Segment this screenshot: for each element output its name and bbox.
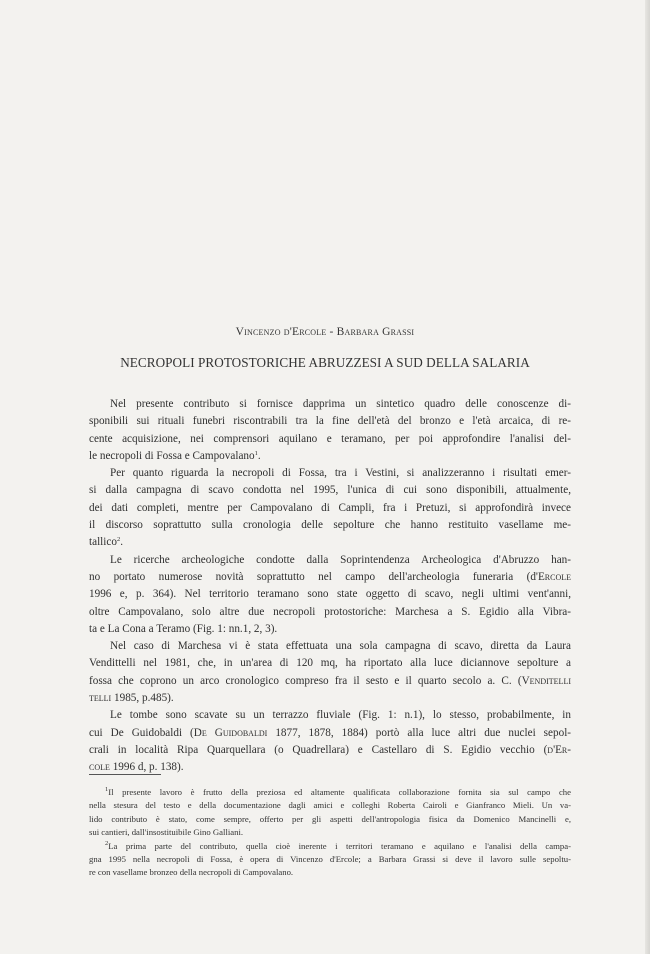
author-citation: De Guidobaldi bbox=[193, 726, 268, 739]
body-line: ta e La Cona a Teramo (Fig. 1: nn.1, 2, 3). bbox=[89, 622, 278, 635]
author-citation: cole bbox=[89, 761, 110, 774]
footnote-ref: 2 bbox=[116, 536, 121, 544]
body-line: telli 1985, p.485). bbox=[89, 692, 174, 705]
body-line: 1996 e, p. 364). Nel territorio teramano sono state oggetto di scavo, negli ultimi vent'anni, bbox=[89, 588, 571, 601]
footnote-line: $^1$Il presente lavoro è frutto della preziosa ed altamente qualificata collaborazione fornita sia sul campo che bbox=[105, 786, 571, 797]
author-citation: Venditelli bbox=[521, 674, 571, 687]
article-title: NECROPOLI PROTOSTORICHE ABRUZZESI A SUD DELLA SALARIA bbox=[120, 355, 530, 370]
body-line: si dalla campagna di scavo condotta nel 1995, l'unica di cui sono disponibili, attualmente, bbox=[89, 484, 571, 497]
author-citation: telli bbox=[89, 692, 112, 705]
footnote-ref: 1 bbox=[254, 449, 258, 457]
body-line: oltre Campovalano, solo altre due necropoli protostoriche: Marchesa a S. Egidio alla Vibra- bbox=[89, 605, 571, 618]
body-line: tallico$^2$. bbox=[89, 536, 124, 549]
footnote-line: gna 1995 nella necropoli di Fossa, è opera di Vincenzo d'Ercole; a Barbara Grassi si deve il lavoro sulle sepoltu- bbox=[89, 853, 571, 864]
footnote-line: sui cantieri, dall'insostituibile Gino Galliani. bbox=[89, 827, 244, 838]
body-line: Le ricerche archeologiche condotte dalla Soprintendenza Archeologica d'Abruzzo han- bbox=[110, 553, 571, 566]
body-line: Le tombe sono scavate su un terrazzo fluviale (Fig. 1: n.1), lo stesso, probabilmente, in bbox=[110, 709, 571, 722]
body-line: cole 1996 d, p. 138). bbox=[89, 761, 184, 774]
body-line: fossa che coprono un arco cronologico compreso fra il sesto e il quarto secolo a. C. (Venditelli bbox=[89, 674, 571, 687]
footnote-number: 1 bbox=[105, 786, 109, 793]
body-line: no portato numerose novità soprattutto nel campo dell'archeologia funeraria (d'Ercole bbox=[89, 570, 571, 583]
body-line: Nel presente contributo si fornisce dapprima un sintetico quadro delle conoscenze di- bbox=[110, 398, 571, 410]
authors: Vincenzo d'Ercole - Barbara Grassi bbox=[235, 326, 415, 338]
body-line: Vendittelli nel 1981, che, in un'area di 120 mq, ha riportato alla luce diciannove sepolture a bbox=[89, 657, 571, 670]
author-citation: Ercole bbox=[537, 570, 571, 583]
footnote-line: re con vasellame bronzeo della necropoli di Campovalano. bbox=[89, 867, 294, 878]
body-line: crali in località Ripa Quarquellara (o Quadrellara) e Castellaro di S. Egidio vecchio (d'Er- bbox=[89, 743, 571, 756]
body-line: Per quanto riguarda la necropoli di Fossa, tra i Vestini, si analizzeranno i risultati emer- bbox=[110, 467, 571, 480]
footnote-line: nella stesura del testo e della documentazione dagli amici e colleghi Roberta Cairoli e Gianfranco Mieli. Un va- bbox=[89, 800, 571, 811]
footnote-separator bbox=[89, 774, 161, 775]
footnote-line: $^2$La prima parte del contributo, quella cioè inerente i territori teramano e aquilano e l'analisi della campa- bbox=[105, 839, 571, 851]
footnotes bbox=[89, 786, 571, 880]
body-text bbox=[89, 396, 571, 777]
body-line: Nel caso di Marchesa vi è stata effettuata una sola campagna di scavo, diretta da Laura bbox=[110, 640, 571, 653]
body-line: le necropoli di Fossa e Campovalano$^1$. bbox=[89, 449, 261, 462]
body-line: cui De Guidobaldi (De Guidobaldi 1877, 1878, 1884) portò alla luce altri due nuclei sepol- bbox=[89, 726, 572, 739]
body-line: il discorso soprattutto sulla cronologia delle sepolture che hanno restituito vasellame me- bbox=[89, 519, 571, 532]
body-line: cente acquisizione, nei comprensori aquilano e teramano, per poi approfondire l'analisi del- bbox=[89, 432, 571, 445]
author-citation: d'Er- bbox=[547, 743, 571, 756]
footnote-line: lido contributo è stato, come sempre, offerto per gli aspetti dell'antropologia fisica da Domenico Mancinelli e, bbox=[89, 813, 571, 824]
footnote-number: 2 bbox=[105, 839, 109, 847]
body-line: dei dati completi, mentre per Campovalano di Campli, fra i Pretuzi, si approfondirà invece bbox=[89, 501, 571, 514]
page-edge-shadow bbox=[645, 0, 650, 954]
body-line: sponibili sui rituali funebri riscontrabili tra la fine dell'età del bronzo e l'età arcaica, di re- bbox=[89, 415, 571, 428]
